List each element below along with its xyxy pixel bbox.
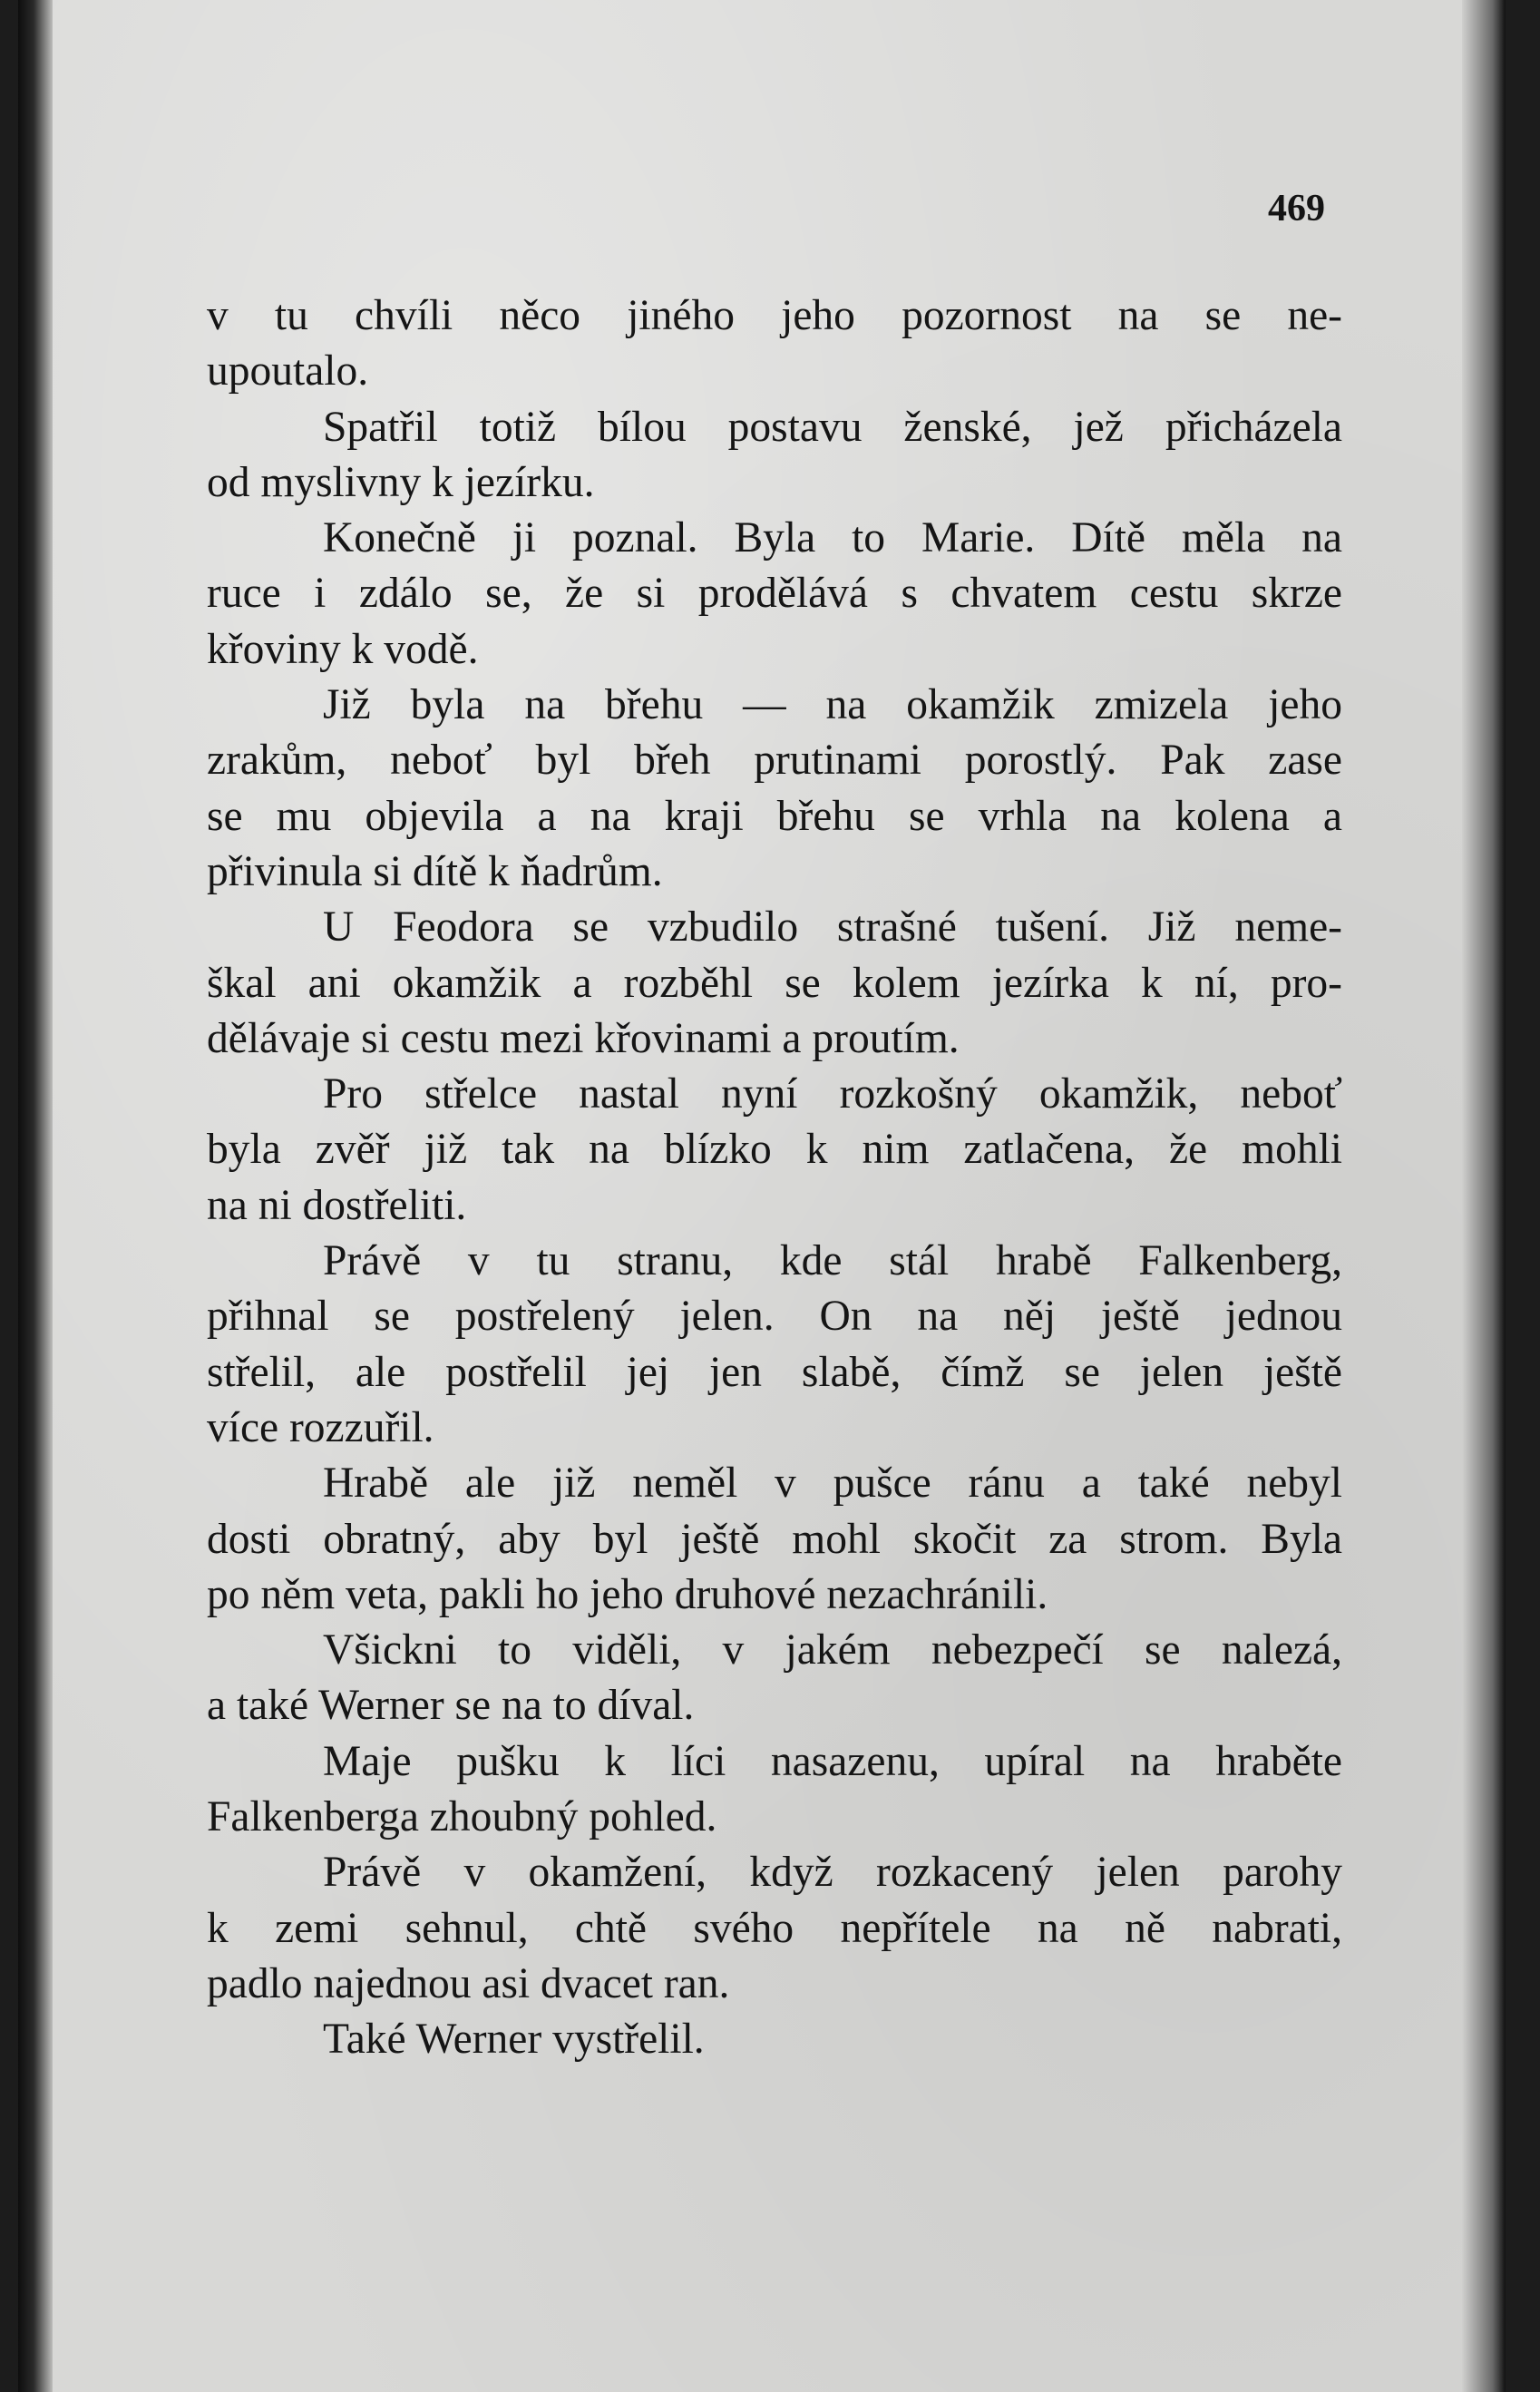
page-binding-edge [18,0,53,2392]
text-line: Pro střelce nastal nyní rozkošný okamžik, neboť [323,1070,1342,1118]
text-line: škal ani okamžik a rozběhl se kolem jezírka k ní, pro- [207,959,1342,1007]
text-line: v tu chvíli něco jiného jeho pozornost na se ne- [207,292,1342,339]
text-line: k zemi sehnul, chtě svého nepřítele na ně nabrati, [207,1904,1342,1952]
text-line: U Feodora se vzbudilo strašné tušení. Již neme- [323,903,1342,952]
text-line: zrakům, neboť byl břeh prutinami porostlý. Pak zase [207,737,1342,785]
text-line: ruce i zdálo se, že si prodělává s chvatem cestu skrze [207,570,1342,618]
text-line: Také Werner vystřelil. [323,2016,705,2064]
text-line: upoutalo. [207,347,369,395]
page-number: 469 [1268,188,1325,229]
text-line: dělávaje si cestu mezi křovinami a proutím. [207,1014,960,1062]
text-line: Již byla na břehu — na okamžik zmizela jeho [323,681,1342,729]
text-line: střelil, ale postřelil jej jen slabě, čímž se jelen ještě [207,1348,1342,1396]
text-line: se mu objevila a na kraji břehu se vrhla na kolena a [207,792,1342,840]
text-line: po něm veta, pakli ho jeho druhové nezachránili. [207,1570,1048,1618]
text-line: Právě v tu stranu, kde stál hrabě Falkenberg, [323,1237,1342,1285]
text-line: křoviny k vodě. [207,625,479,673]
text-line: na ni dostřeliti. [207,1181,467,1229]
text-line: dosti obratný, aby byl ještě mohl skočit za strom. Byla [207,1515,1342,1563]
text-line: Všickni to viděli, v jakém nebezpečí se nalezá, [323,1626,1342,1674]
text-line: padlo najednou asi dvacet ran. [207,1959,730,2007]
text-line: Falkenberga zhoubný pohled. [207,1793,717,1841]
text-line: Hrabě ale již neměl v pušce ránu a také nebyl [323,1460,1342,1508]
text-line: přihnal se postřelený jelen. On na něj ještě jednou [207,1293,1342,1341]
text-line: Spatřil totiž bílou postavu ženské, jež přicházela [323,403,1342,451]
text-line: a také Werner se na to díval. [207,1682,695,1730]
body-text [207,288,1342,2068]
text-line: Právě v okamžení, když rozkacený jelen parohy [323,1849,1342,1897]
page-outer-edge [1462,0,1506,2392]
book-page [18,0,1506,2392]
text-line: Konečně ji poznal. Byla to Marie. Dítě měla na [323,514,1342,562]
text-line: byla zvěř již tak na blízko k nim zatlačena, že mohli [207,1126,1342,1174]
text-line: přivinula si dítě k ňadrům. [207,847,663,895]
text-line: více rozzuřil. [207,1403,434,1451]
text-line: Maje pušku k líci nasazenu, upíral na hraběte [323,1737,1342,1785]
text-line: od myslivny k jezírku. [207,458,595,506]
